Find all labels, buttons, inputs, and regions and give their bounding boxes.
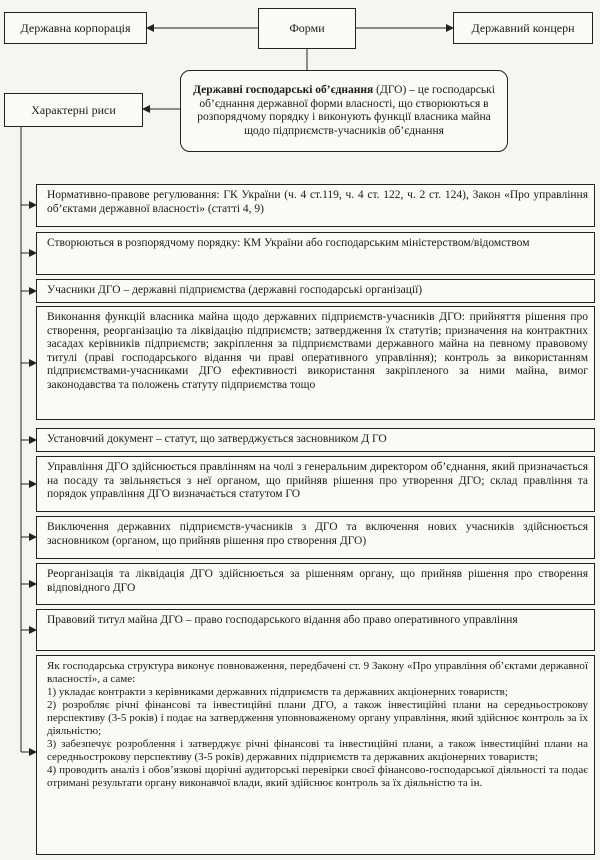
feature-text: Правовий титул майна ДГО – право господарського відання або право оперативного управління <box>47 614 518 626</box>
powers-item: 3) забезпечує розроблення і затверджує річні фінансові та інвестиційні плани, а також інвестиційні плани на середньострокову перспективу (3-5 років) державних підприємств та державних акціонерних товариств; <box>47 738 588 763</box>
state-corporation-label: Державна корпорація <box>20 20 131 35</box>
features-title-box <box>4 93 143 127</box>
powers-item: 1) укладає контракти з керівниками державних підприємств та державних акціонерних товариств; <box>47 686 508 698</box>
feature-box <box>36 184 595 227</box>
feature-box <box>36 456 595 512</box>
feature-box <box>36 279 595 303</box>
feature-box-powers <box>36 655 595 855</box>
feature-text: Виконання функцій власника майна щодо державних підприємств-учасників ДГО: прийняття рішення про створення, реорганізацію та ліквідацію підприємств; затвердження їх статутів; призначення на контрактних засадах керівників підприємств; закріплення за підприємствами державного майна на певному правовому титулі (праві господарського відання чи праві оперативного управління); контроль за використанням підприємствами-учасниками ДГО ефективності використання закріпленого за ними майна, вимог законодавства та положень статуту підприємства тощо <box>47 311 588 391</box>
feature-text: Виключення державних підприємств-учасників з ДГО та включення нових учасників здійснюється засновником (органом, що прийняв рішення про створення ДГО) <box>47 521 588 547</box>
feature-box <box>36 516 595 559</box>
feature-box <box>36 306 595 420</box>
feature-box <box>36 609 595 651</box>
forms-label: Форми <box>289 21 325 35</box>
feature-text: Реорганізація та ліквідація ДГО здійснюється за рішенням органу, що прийняв рішення про створення відповідного ДГО <box>47 568 588 594</box>
feature-box <box>36 428 595 452</box>
forms-box <box>258 8 356 49</box>
state-concern-box <box>453 12 593 44</box>
definition-term: Державні господарські об’єднання <box>193 84 374 96</box>
powers-item: 4) проводить аналіз і обов’язкові щорічні аудиторські перевірки своєї фінансово-господарської діяльності та подає отримані результати органу виконавчої влади, який здійснює контроль за їх діяльністю та ін. <box>47 764 588 789</box>
feature-box <box>36 563 595 605</box>
powers-item: 2) розробляє річні фінансові та інвестиційні плани ДГО, а також інвестиційні плани на середньострокову перспективу (3-5 років) і подає на затвердження уповноваженому органу управління, який здійснює контроль за їх діяльністю; <box>47 699 588 737</box>
state-corporation-box <box>4 12 147 44</box>
definition-text: (ДГО) – це господарські об’єднання державної форми власності, що створюються в розпорядчому порядку і виконують функції власника майна щодо підприємств-учасників об’єднання <box>197 84 495 137</box>
feature-text: Установчий документ – статут, що затверджується засновником Д ГО <box>47 433 387 445</box>
powers-intro: Як господарська структура виконує повноваження, передбачені ст. 9 Закону «Про управління об’єктами державної власності», а саме: <box>47 660 588 685</box>
feature-text: Учасники ДГО – державні підприємства (державні господарські організації) <box>47 284 423 296</box>
feature-text: Нормативно-правове регулювання: ГК України (ч. 4 ст.119, ч. 4 ст. 122, ч. 2 ст. 124), Закон «Про управління об’єктами державної власності» (статті 4, 9) <box>47 189 588 215</box>
features-title: Характерні риси <box>31 102 116 117</box>
feature-box <box>36 232 595 275</box>
state-concern-label: Державний концерн <box>471 20 575 35</box>
feature-text: Створюються в розпорядчому порядку: КМ України або господарським міністерством/відомством <box>47 237 530 249</box>
definition-box <box>180 70 508 152</box>
feature-text: Управління ДГО здійснюється правлінням на чолі з генеральним директором об’єднання, який призначається на посаду та звільняється з неї органом, що прийняв рішення про утворення ДГО; склад правління та порядок управління ДГО визначається статутом ГО <box>47 461 588 500</box>
